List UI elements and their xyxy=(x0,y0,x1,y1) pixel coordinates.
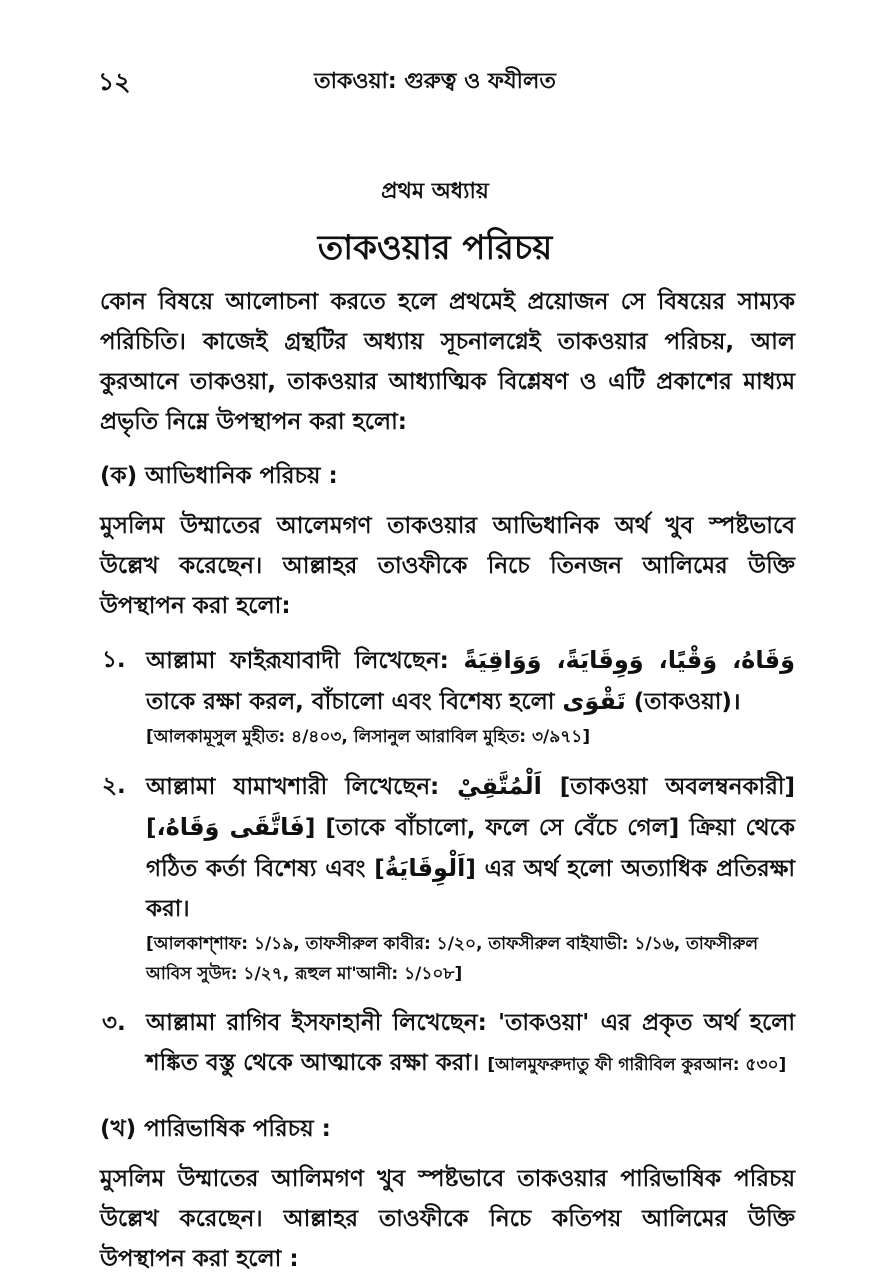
chapter-title: তাকওয়ার পরিচয় xyxy=(317,228,553,268)
item-text-part: আল্লামা ফাইরূযাবাদী লিখেছেন: xyxy=(146,648,449,674)
page-number: ১২ xyxy=(98,67,131,96)
item-text xyxy=(146,766,795,929)
item-text xyxy=(146,640,795,722)
section-b-intro: মুসলিম উম্মাতের আলিমগণ খুব স্পষ্টভাবে তাকওয়ার পারিভাষিক পরিচয় উল্লেখ করেছেন। আল্লাহর তাওফীকে নিচে কতিপয় আলিমের উক্তি উপস্থাপন করা হলো : xyxy=(100,1166,795,1272)
item-number: ১. xyxy=(102,647,126,673)
item-text xyxy=(146,1003,795,1083)
item-text-part: আল্লামা যামাখশারী লিখেছেন: xyxy=(146,774,440,800)
arabic-text: اَلْوِقَايَةُ xyxy=(384,854,466,882)
section-a-heading: (ক) আভিধানিক পরিচয় : xyxy=(100,463,338,489)
section-b-heading: (খ) পারিভাষিক পরিচয় : xyxy=(100,1116,331,1142)
item-text-part: (তাকওয়া)। xyxy=(633,689,741,715)
running-title: তাকওয়া: গুরুত্ব ও ফযীলত xyxy=(314,69,556,94)
reference-note: [আলকাশ্শাফ: ১/১৯, তাফসীরুল কাবীর: ১/২০, তাফসীরুল বাইযাভী: ১/১৬, তাফসীরুল আবিস সুউদ: ১/২৭, রূহুল মা'আনী: ১/১০৮] xyxy=(146,934,759,984)
list-item-3 xyxy=(100,1003,795,1083)
section-a-intro: মুসলিম উম্মাতের আলেমগণ তাকওয়ার আভিধানিক অর্থ খুব স্পষ্টভাবে উল্লেখ করেছেন। আল্লাহর তাওফীকে নিচে তিনজন আলিমের উক্তি উপস্থাপন করা হলো: xyxy=(100,513,795,619)
item-text-part: তাকে রক্ষা করল, বাঁচালো এবং বিশেষ্য হলো xyxy=(146,689,555,715)
arabic-text: وَقَاهُ، وَقْيًا، وَوِقَايَةً، وَوَاقِيَةً xyxy=(463,646,795,674)
intro-paragraph: কোন বিষয়ে আলোচনা করতে হলে প্রথমেই প্রয়োজন সে বিষয়ের সাম্যক পরিচিতি। কাজেই গ্রন্থটির অধ্যায় সূচনালগ্নেই তাকওয়ার পরিচয়, আল কুরআনে তাকওয়া, তাকওয়ার আধ্যাত্মিক বিশ্লেষণ ও এটি প্রকাশের মাধ্যম প্রভৃতি নিম্নে উপস্থাপন করা হলো: xyxy=(100,289,796,435)
reference-note: [আলমুফরুদাতু ফী গারীবিল কুরআন: ৫৩০] xyxy=(487,1055,787,1075)
page-body xyxy=(100,282,795,1279)
item-text-part: আল্লামা রাগিব ইসফাহানী লিখেছেন: 'তাকওয়া' এর প্রকৃত অর্থ হলো শঙ্কিত বস্তু থেকে আত্মাকে রক্ষা করা। xyxy=(146,1010,795,1076)
list-item-1 xyxy=(100,640,795,752)
page-header xyxy=(98,62,772,102)
arabic-text: اَلْمُتَّقِيْ xyxy=(457,772,542,800)
arabic-text: فَاتَّقَى xyxy=(229,813,305,841)
item-number: ৩. xyxy=(102,1010,126,1036)
list-item-2 xyxy=(100,766,795,989)
item-text-part: ] এর অর্থ হলো অত্যাধিক প্রতিরক্ষা করা। xyxy=(146,856,796,922)
item-text-part: ] [তাকে বাঁচালো, ফলে সে বেঁচে গেল] ক্রিয়া থেকে গঠিত কর্তা বিশেষ্য এবং [ xyxy=(146,815,795,882)
chapter-label: প্রথম অধ্যায় xyxy=(381,179,489,204)
arabic-text: وَقَاهُ، xyxy=(156,813,220,841)
arabic-text: تَقْوَى xyxy=(562,687,626,715)
item-text-part: [তাকওয়া অবলম্বনকারী] [ xyxy=(146,774,795,841)
reference-note: [আলকামূসুল মুহীত: ৪/৪০৩, লিসানুল আরাবিল মুহিত: ৩/৯৭১] xyxy=(146,727,591,747)
item-number: ২. xyxy=(102,773,126,799)
